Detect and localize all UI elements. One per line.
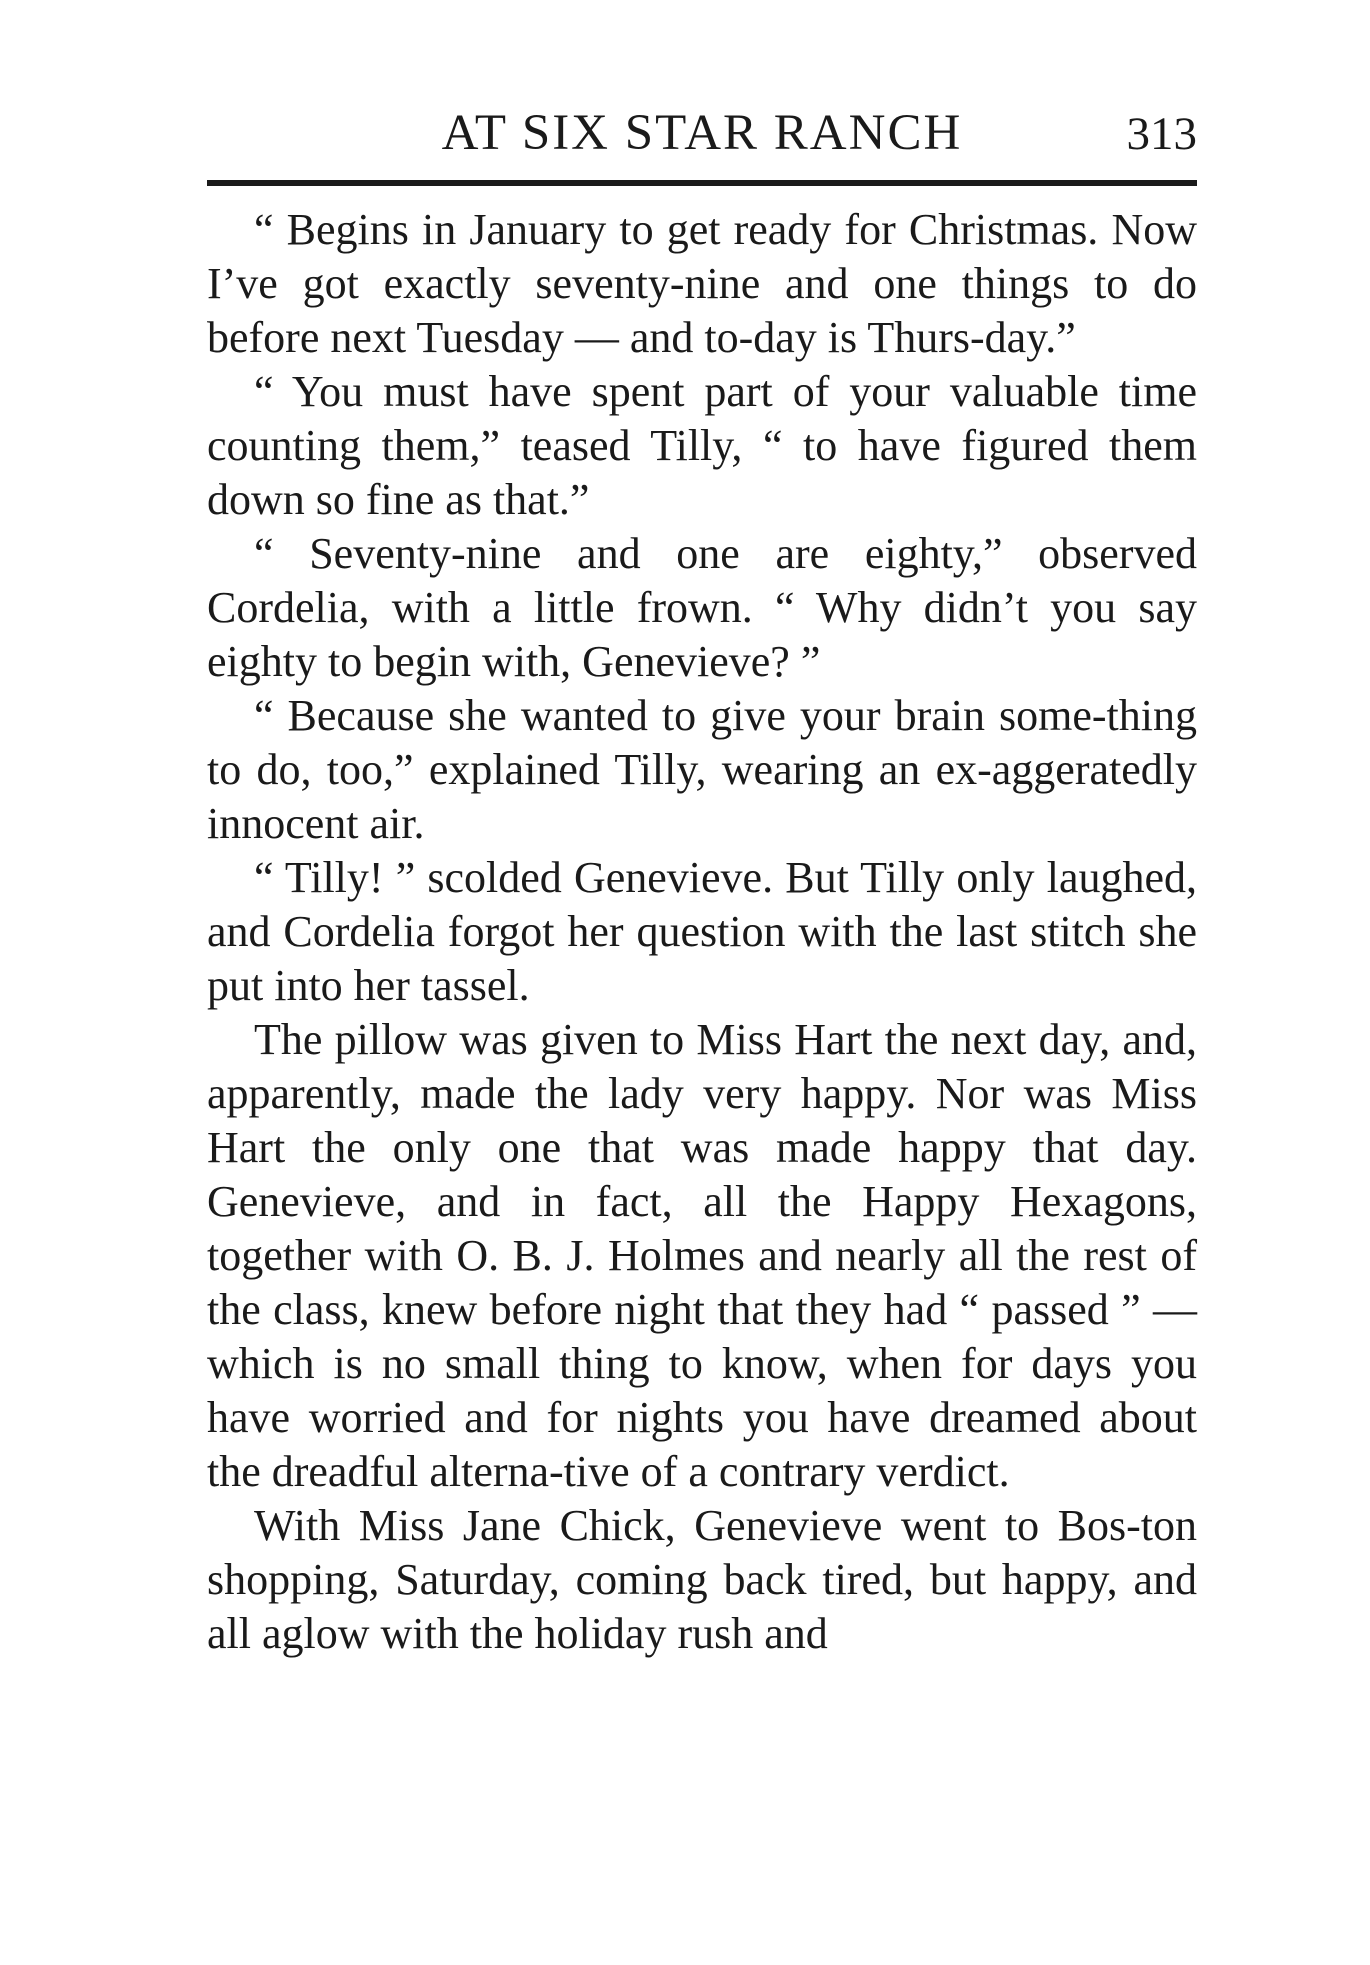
running-title: AT SIX STAR RANCH	[441, 105, 963, 161]
running-head	[207, 98, 1197, 178]
header-rule	[207, 180, 1197, 186]
text-body	[207, 203, 1197, 1661]
page-number: 313	[1126, 108, 1197, 160]
paragraph: “ Because she wanted to give your brain some-thing to do, too,” explained Tilly, wearing an ex-aggeratedly innocent air.	[207, 691, 1197, 848]
paragraph: “ Tilly! ” scolded Genevieve. But Tilly only laughed, and Cordelia forgot her question with the last stitch she put into her tassel.	[207, 853, 1197, 1010]
paragraph: “ Seventy-nine and one are eighty,” observed Cordelia, with a little frown. “ Why didn’t you say eighty to begin with, Genevieve? ”	[207, 529, 1197, 686]
paragraph: “ Begins in January to get ready for Christmas. Now I’ve got exactly seventy-nine and one things to do before next Tuesday — and to-day is Thurs-day.”	[207, 205, 1197, 362]
paragraph: The pillow was given to Miss Hart the next day, and, apparently, made the lady very happy. Nor was Miss Hart the only one that was made happy that day. Genevieve, and in fact, all the Happy Hexagons, together with O. B. J. Holmes and nearly all the rest of the class, knew before night that they had “ passed ” — which is no small thing to know, when for days you have worried and for nights you have dreamed about the dreadful alterna-tive of a contrary verdict.	[207, 1015, 1197, 1496]
paragraph: With Miss Jane Chick, Genevieve went to Bos-ton shopping, Saturday, coming back tired, but happy, and all aglow with the holiday rush and	[207, 1501, 1197, 1658]
paragraph: “ You must have spent part of your valuable time counting them,” teased Tilly, “ to have figured them down so fine as that.”	[207, 367, 1197, 524]
